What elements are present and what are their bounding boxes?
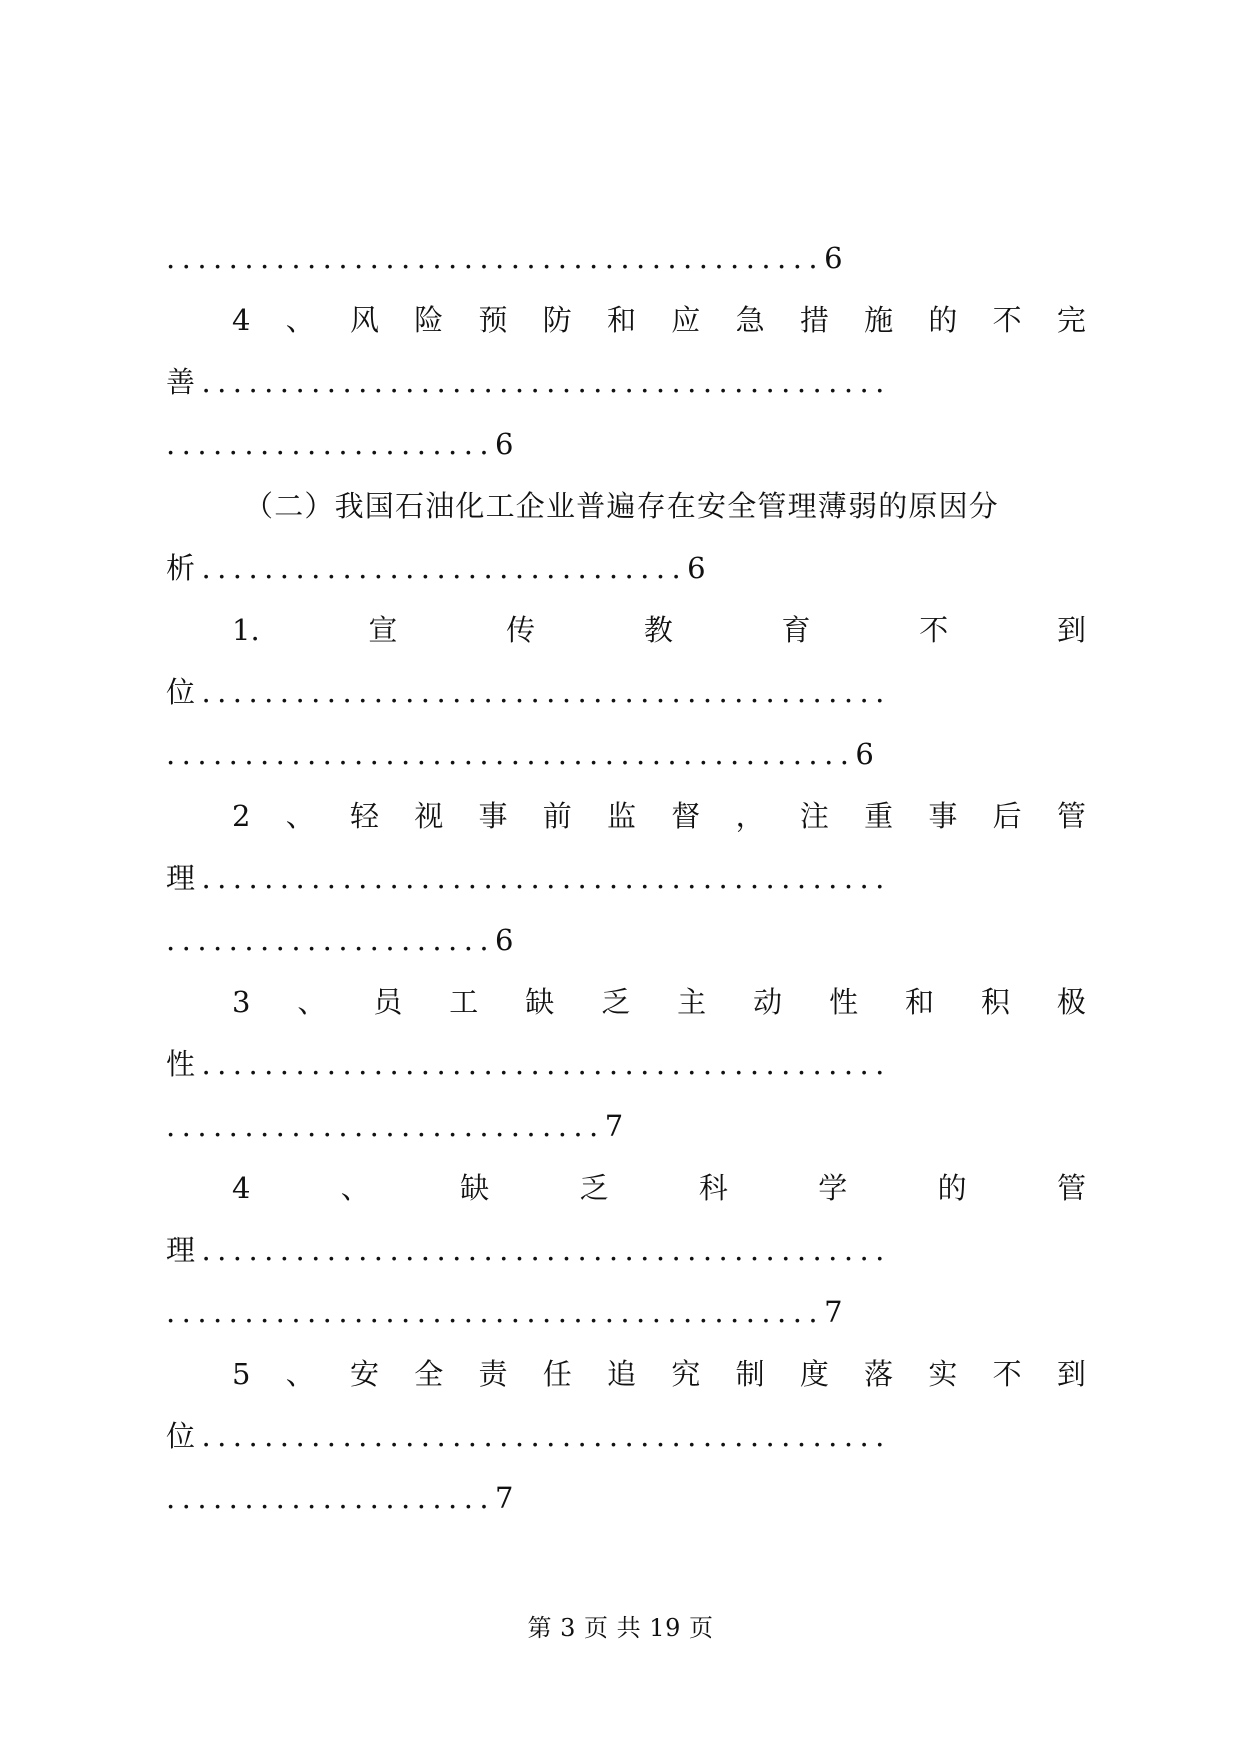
toc-line: .....................6: [166, 923, 520, 957]
toc-line: 性............................................: [166, 1047, 891, 1081]
toc-token: 视: [414, 799, 444, 833]
toc-token: 风: [349, 303, 379, 337]
toc-token: 实: [928, 1357, 958, 1391]
toc-token: 措: [799, 303, 829, 337]
toc-token: 4: [232, 1171, 251, 1205]
toc-token: 不: [919, 613, 949, 647]
toc-token: 主: [677, 985, 707, 1019]
toc-token: 事: [928, 799, 958, 833]
toc-entry-heading: [166, 1168, 1086, 1208]
toc-token: 预: [478, 303, 508, 337]
toc-token: 缺: [525, 985, 555, 1019]
toc-token: 不: [992, 303, 1022, 337]
toc-token: 、: [285, 799, 315, 833]
toc-entry-heading: [166, 300, 1086, 340]
toc-token: 轻: [349, 799, 379, 833]
toc-token: 重: [864, 799, 894, 833]
toc-token: 的: [928, 303, 958, 337]
toc-token: 落: [864, 1357, 894, 1391]
toc-token: 、: [340, 1171, 370, 1205]
toc-entry-heading: [166, 796, 1086, 836]
toc-token: 管: [1056, 799, 1086, 833]
toc-section-heading: （二）我国石油化工企业普遍存在安全管理薄弱的原因分: [244, 489, 1000, 523]
toc-token: 育: [781, 613, 811, 647]
toc-token: 管: [1056, 1171, 1086, 1205]
toc-token: 宣: [368, 613, 398, 647]
toc-token: 员: [373, 985, 403, 1019]
toc-line: ..........................................7: [166, 1295, 849, 1329]
toc-line: 位............................................: [166, 1419, 891, 1453]
toc-token: 乏: [579, 1171, 609, 1205]
toc-token: 完: [1056, 303, 1086, 337]
toc-entry-heading: [166, 982, 1086, 1022]
toc-line: 析...............................6: [166, 551, 713, 585]
toc-token: 和: [607, 303, 637, 337]
toc-entry-heading: [166, 610, 1086, 650]
toc-line: 善............................................: [166, 365, 891, 399]
toc-token: 安: [349, 1357, 379, 1391]
toc-token: 乏: [601, 985, 631, 1019]
toc-token: 急: [735, 303, 765, 337]
toc-token: 工: [449, 985, 479, 1019]
toc-token: 、: [285, 303, 315, 337]
toc-token: 督: [671, 799, 701, 833]
toc-line: ............................................6: [166, 737, 881, 771]
toc-token: 动: [753, 985, 783, 1019]
toc-token: 追: [607, 1357, 637, 1391]
toc-token: 3: [232, 985, 251, 1019]
toc-token: 、: [285, 1357, 315, 1391]
toc-token: 积: [980, 985, 1010, 1019]
toc-token: 不: [992, 1357, 1022, 1391]
toc-token: 度: [799, 1357, 829, 1391]
toc-token: 1.: [232, 613, 260, 647]
toc-token: 制: [735, 1357, 765, 1391]
toc-line: .....................7: [166, 1481, 520, 1515]
toc-token: ，: [735, 799, 765, 833]
toc-token: 后: [992, 799, 1022, 833]
toc-token: 责: [478, 1357, 508, 1391]
toc-token: 5: [232, 1357, 251, 1391]
toc-line: 理............................................: [166, 861, 891, 895]
toc-token: 、: [297, 985, 327, 1019]
toc-token: 缺: [460, 1171, 490, 1205]
page-footer: 第 3 页 共 19 页: [527, 1614, 714, 1642]
toc-token: 监: [607, 799, 637, 833]
toc-token: 科: [698, 1171, 728, 1205]
toc-token: 应: [671, 303, 701, 337]
toc-token: 任: [542, 1357, 572, 1391]
toc-token: 施: [864, 303, 894, 337]
toc-line: 理............................................: [166, 1233, 891, 1267]
toc-line: 位............................................: [166, 675, 891, 709]
toc-token: 全: [414, 1357, 444, 1391]
toc-token: 和: [905, 985, 935, 1019]
toc-token: 4: [232, 303, 251, 337]
toc-token: 传: [506, 613, 536, 647]
toc-token: 事: [478, 799, 508, 833]
toc-token: 到: [1056, 613, 1086, 647]
toc-line: ............................7: [166, 1109, 630, 1143]
toc-line: ..........................................6: [166, 241, 849, 275]
toc-token: 防: [542, 303, 572, 337]
toc-entry-heading: [166, 1354, 1086, 1394]
toc-token: 性: [829, 985, 859, 1019]
toc-token: 注: [799, 799, 829, 833]
toc-token: 教: [643, 613, 673, 647]
toc-token: 2: [232, 799, 251, 833]
toc-token: 究: [671, 1357, 701, 1391]
toc-token: 险: [414, 303, 444, 337]
toc-token: 前: [542, 799, 572, 833]
toc-token: 到: [1056, 1357, 1086, 1391]
toc-token: 学: [818, 1171, 848, 1205]
toc-line: .....................6: [166, 427, 520, 461]
toc-token: 极: [1056, 985, 1086, 1019]
toc-token: 的: [937, 1171, 967, 1205]
